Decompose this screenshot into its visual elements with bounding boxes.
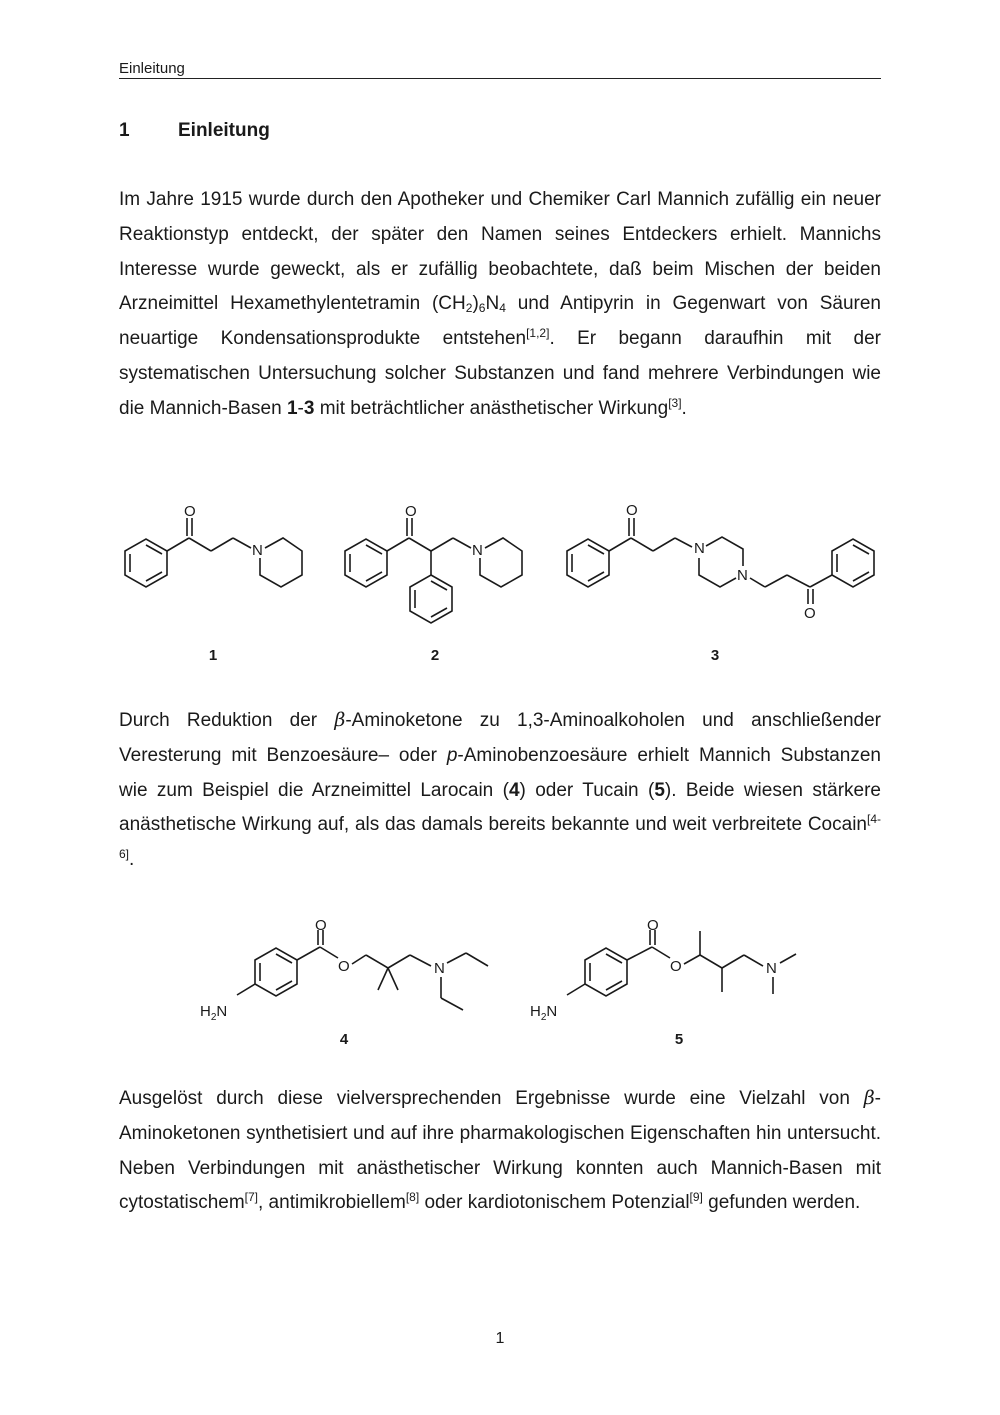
citation: [9] bbox=[689, 1190, 703, 1205]
text: N bbox=[485, 293, 500, 315]
text: -Aminobenzoesäure erhielt Mannich Substanzen wie zum Beispiel die Arzneimittel Larocain ( bbox=[119, 744, 881, 801]
running-header: Einleitung bbox=[119, 60, 881, 79]
compound-ref: 1 bbox=[286, 397, 298, 419]
atom-label: N bbox=[434, 960, 445, 977]
atom-label: N bbox=[252, 542, 263, 559]
section-title: Einleitung bbox=[178, 120, 270, 141]
text: Im Jahre 1915 wurde durch den Apotheker und Chemiker Carl Mannich zufällig ein neuer Reaktionstyp entdeckt, der später den Namen seines Entdeckers erhielt. Mannichs Interesse wurde geweckt, als er zufällig beobachtete, daß beim Mischen der beiden Arzneimittel Hexamethylentetramin (CH bbox=[119, 189, 881, 315]
atom-label: N bbox=[694, 540, 705, 557]
citation: [3] bbox=[668, 395, 682, 410]
compound-4-structure bbox=[200, 917, 488, 1023]
paragraph-3 bbox=[119, 1081, 881, 1221]
text: -Aminoketone zu 1,3-Aminoalkoholen und anschließender Veresterung mit Benzoesäure– oder bbox=[119, 710, 881, 766]
compound-5-structure bbox=[530, 917, 796, 1023]
compound-ref: 3 bbox=[303, 397, 315, 419]
citation: [7] bbox=[244, 1190, 258, 1205]
text: Durch Reduktion der bbox=[119, 710, 335, 731]
citation: [8] bbox=[405, 1190, 420, 1205]
atom-label: $H_2N$ bbox=[200, 1003, 228, 1023]
greek-beta: β bbox=[334, 709, 346, 731]
italic-p: p bbox=[446, 744, 458, 766]
atom-label: O bbox=[184, 503, 196, 520]
atom-label: $H_2N$ bbox=[530, 1003, 558, 1023]
atom-label: N bbox=[737, 567, 748, 584]
text: - bbox=[297, 397, 304, 419]
compound-label-1: 1 bbox=[208, 647, 218, 664]
text: , antimikrobiellem bbox=[258, 1192, 406, 1214]
text: . bbox=[129, 849, 135, 871]
citation: [4-6] bbox=[119, 812, 881, 862]
section-number: 1 bbox=[119, 120, 130, 141]
subscript: 2 bbox=[465, 301, 473, 316]
atom-label: O bbox=[626, 502, 638, 519]
compound-label-3: 3 bbox=[710, 647, 720, 664]
subscript: 4 bbox=[499, 301, 506, 316]
text: oder kardiotonischem Potenzial bbox=[419, 1192, 690, 1214]
atom-label: O bbox=[804, 605, 816, 622]
compound-label-5: 5 bbox=[674, 1031, 684, 1048]
text: ). Beide wiesen stärkere anästhetische Wirkung auf, als das damals bereits bekannte und weit verbreitete Cocain bbox=[119, 779, 881, 836]
compound-ref: 5 bbox=[654, 779, 665, 801]
text: . bbox=[681, 397, 687, 419]
text: ) oder Tucain ( bbox=[519, 779, 655, 801]
text: -Aminoketonen synthetisiert und auf ihre pharmakologischen Eigenschaften hin untersucht. Neben Verbindungen mit anästhetischer Wirkung konnten auch Mannich-Basen mit cytostatischem bbox=[119, 1088, 881, 1214]
text: Ausgelöst durch diese vielversprechenden Ergebnisse wurde eine Vielzahl von bbox=[119, 1088, 864, 1109]
atom-label: O bbox=[647, 917, 659, 934]
text: und Antipyrin in Gegenwart von Säuren neuartige Kondensationsprodukte entstehen bbox=[119, 293, 881, 350]
page-number: 1 bbox=[495, 1330, 505, 1347]
atom-label: N bbox=[472, 542, 483, 559]
compound-label-4: 4 bbox=[339, 1031, 349, 1048]
atom-label: N bbox=[766, 960, 777, 977]
citation: [1,2] bbox=[526, 326, 550, 341]
greek-beta: β bbox=[863, 1087, 875, 1109]
atom-label: O bbox=[405, 503, 417, 520]
atom-label: O bbox=[338, 958, 350, 975]
atom-label: O bbox=[315, 917, 327, 934]
text: . Er begann daraufhin mit der systematischen Untersuchung solcher Substanzen und fand mehrere Verbindungen wie die Mannich-Basen bbox=[119, 328, 881, 419]
subscript: 6 bbox=[478, 301, 486, 316]
compound-ref: 4 bbox=[508, 779, 520, 801]
compound-label-2: 2 bbox=[430, 647, 440, 664]
text: gefunden werden. bbox=[702, 1192, 861, 1214]
text: mit beträchtlicher anästhetischer Wirkung bbox=[314, 397, 669, 419]
text: ) bbox=[472, 293, 479, 315]
atom-label: O bbox=[670, 958, 682, 975]
